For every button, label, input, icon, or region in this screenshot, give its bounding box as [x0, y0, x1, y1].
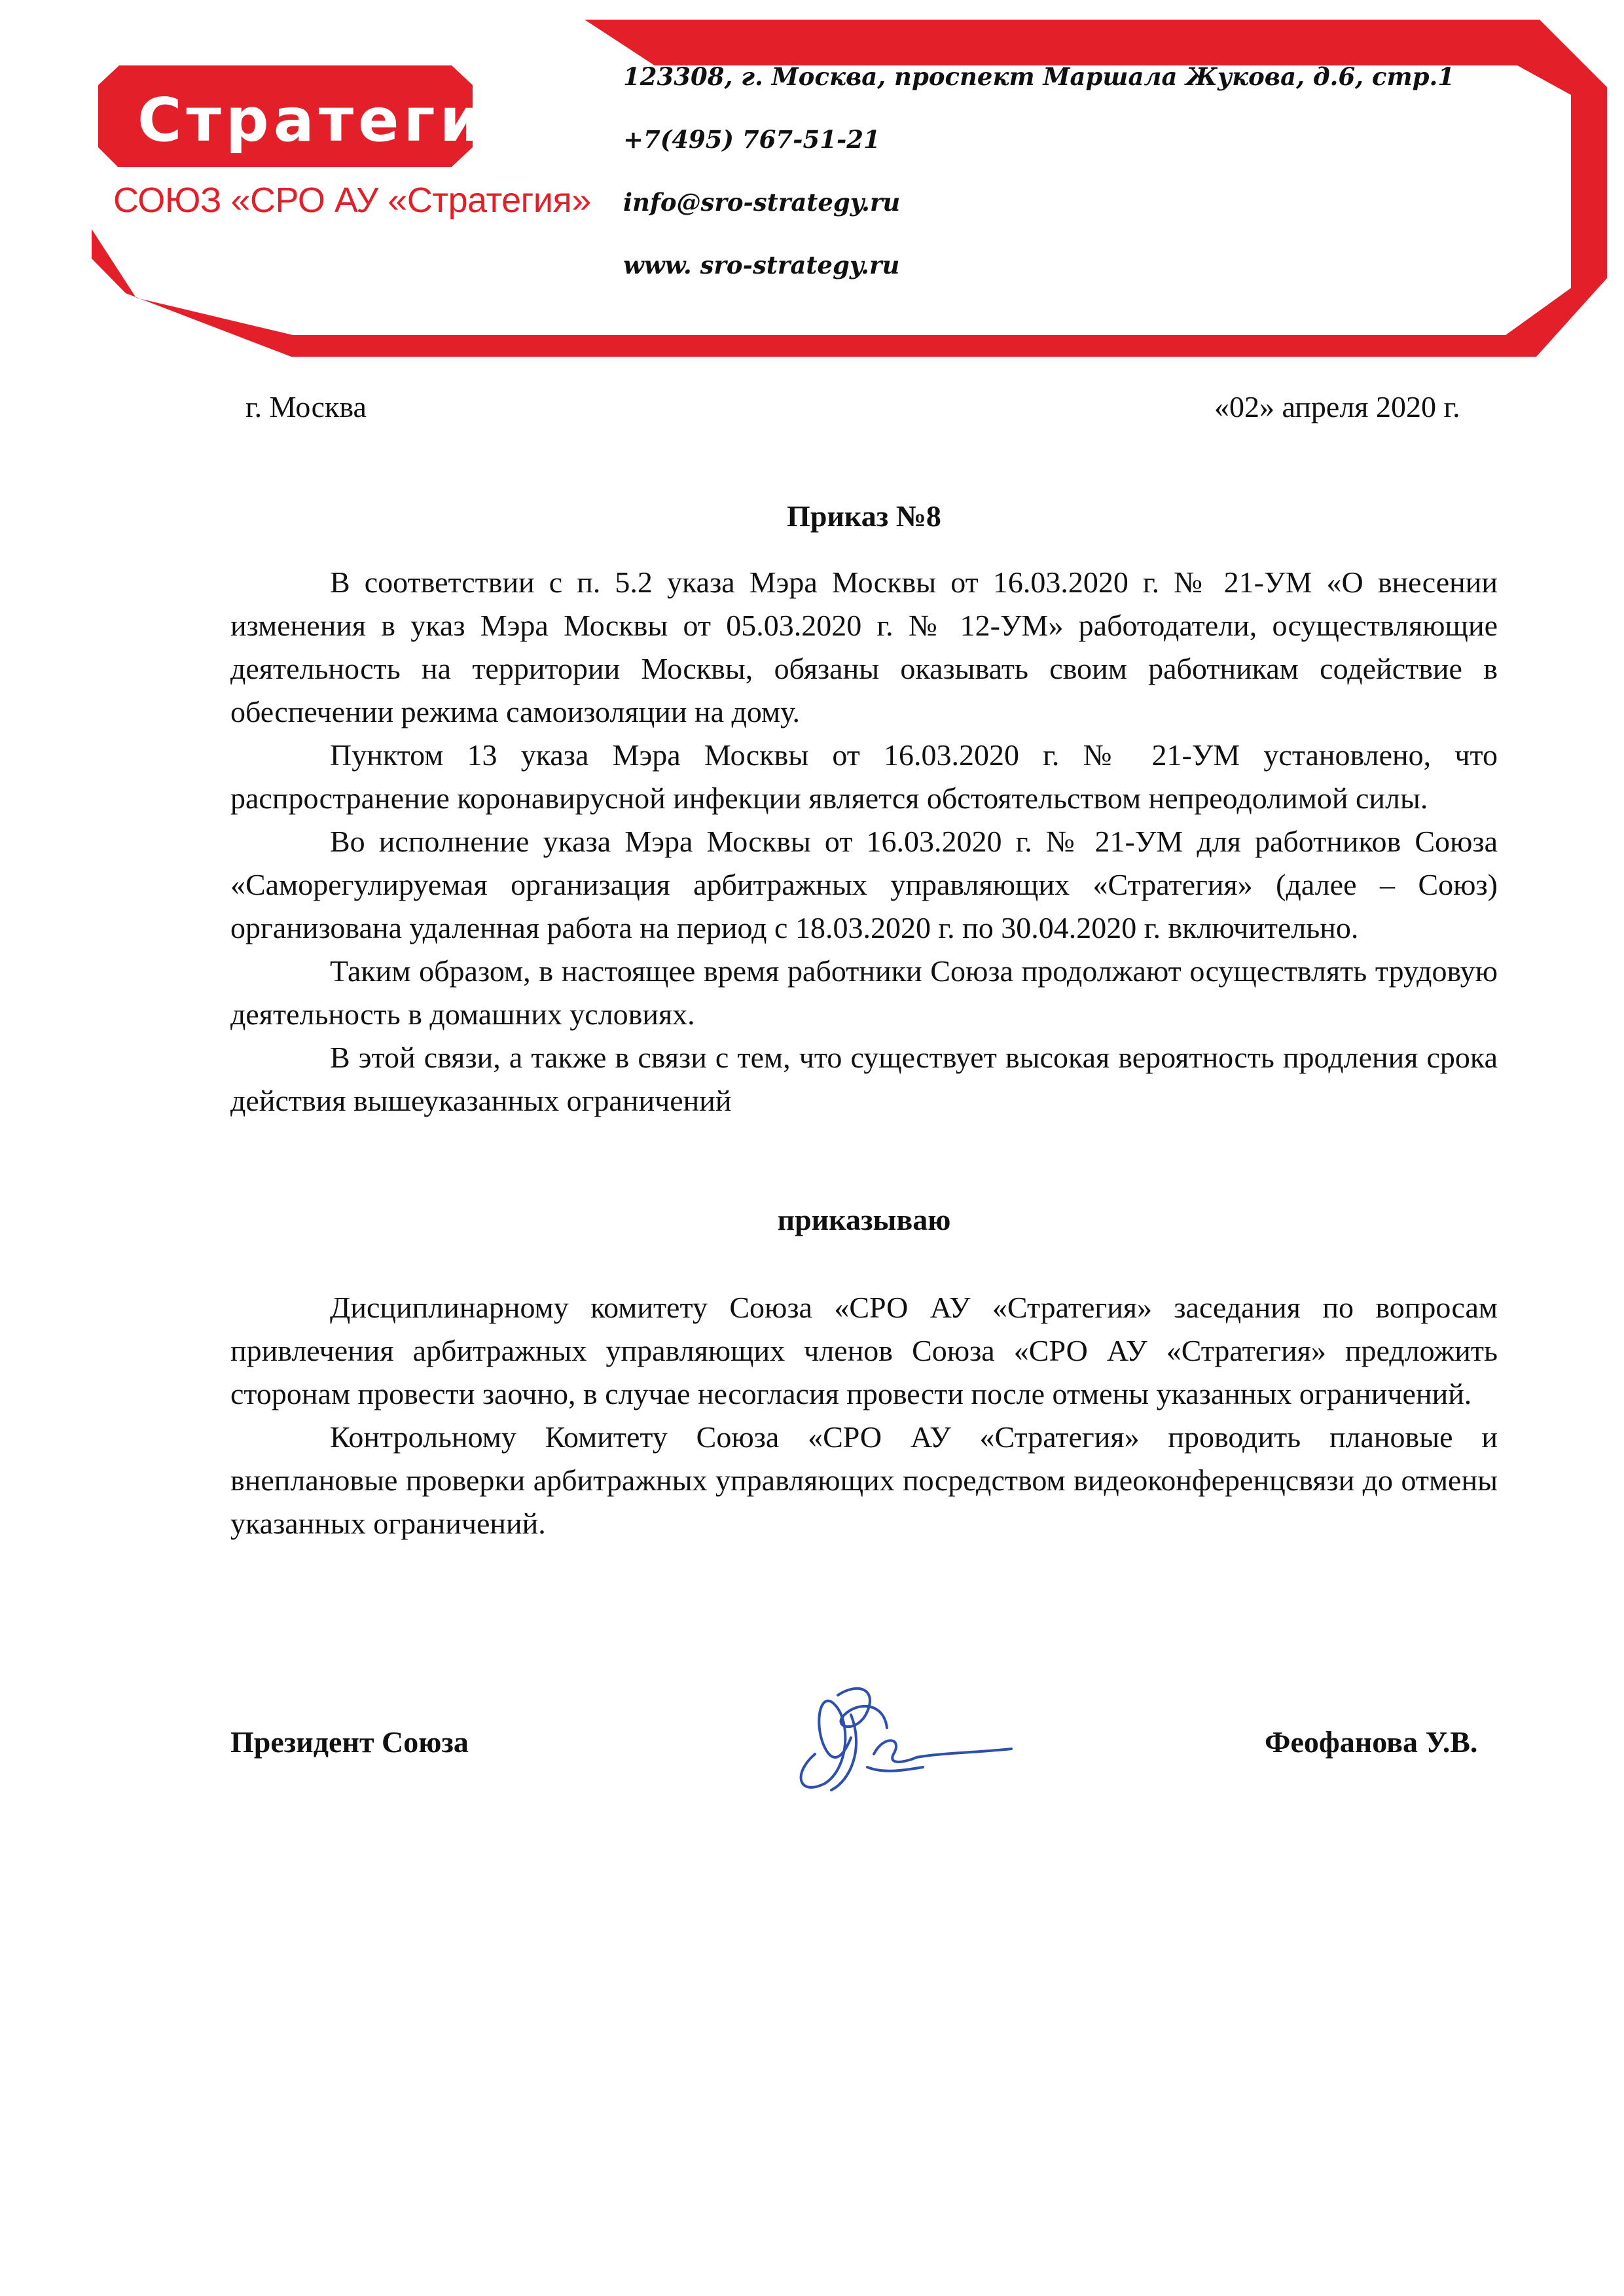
paragraph: Во исполнение указа Мэра Москвы от 16.03.2020 г. № 21-УМ для работников Союза «Саморегулируемая организация арбитражных управляющих «Стратегия» (далее – Союз) организована удаленная работа на период с 18.03.2020 г. по 30.04.2020 г. включительно.: [230, 825, 1498, 944]
paragraph: В соответствии с п. 5.2 указа Мэра Москвы от 16.03.2020 г. № 21-УМ «О внесении изменения в указ Мэра Москвы от 05.03.2020 г. № 12-УМ» работодатели, осуществляющие деятельность на территории Москвы, обязаны оказывать своим работникам содействие в обеспечении режима самоизоляции на дому.: [230, 565, 1498, 728]
document-title: Приказ №8: [787, 499, 941, 533]
preamble-text: [230, 561, 1498, 1122]
order-keyword: приказываю: [777, 1203, 951, 1236]
paragraph: Пунктом 13 указа Мэра Москвы от 16.03.2020 г. № 21-УМ установлено, что распространение коронавирусной инфекции является обстоятельством непреодолимой силы.: [230, 738, 1498, 815]
email-line: info@sro-strategy.ru: [623, 188, 901, 217]
handwritten-signature: [753, 1676, 1028, 1806]
paragraph: Дисциплинарному комитету Союза «СРО АУ «Стратегия» заседания по вопросам привлечения арбитражных управляющих членов Союза «СРО АУ «Стратегия» предложить сторонам провести заочно, в случае несогласия провести после отмены указанных ограничений.: [230, 1291, 1498, 1410]
contact-block: [623, 60, 1454, 312]
order-text: [230, 1286, 1498, 1545]
document-city: г. Москва: [245, 390, 367, 423]
paragraph: Контрольному Комитету Союза «СРО АУ «Стратегия» проводить плановые и внеплановые проверки арбитражных управляющих посредством видеоконференцсвязи до отмены указанных ограничений.: [230, 1420, 1498, 1540]
address-line: 123308, г. Москва, проспект Маршала Жукова, д.6, стр.1: [623, 62, 1455, 91]
document-date: «02» апреля 2020 г.: [1214, 390, 1460, 423]
phone-line: +7(495) 767-51-21: [623, 125, 880, 154]
paragraph: В этой связи, а также в связи с тем, что существует высокая вероятность продления срока действия вышеуказанных ограничений: [230, 1041, 1498, 1117]
signatory-name: Феофанова У.В.: [1265, 1725, 1478, 1759]
signatory-title: Президент Союза: [230, 1725, 469, 1759]
paragraph: Таким образом, в настоящее время работники Союза продолжают осуществлять трудовую деятельность в домашних условиях.: [230, 954, 1498, 1031]
website-line: www. sro-strategy.ru: [623, 251, 900, 279]
organization-short-name: СОЮЗ «СРО АУ «Стратегия»: [113, 181, 591, 220]
logo-wordmark: Стратегия: [137, 85, 530, 155]
